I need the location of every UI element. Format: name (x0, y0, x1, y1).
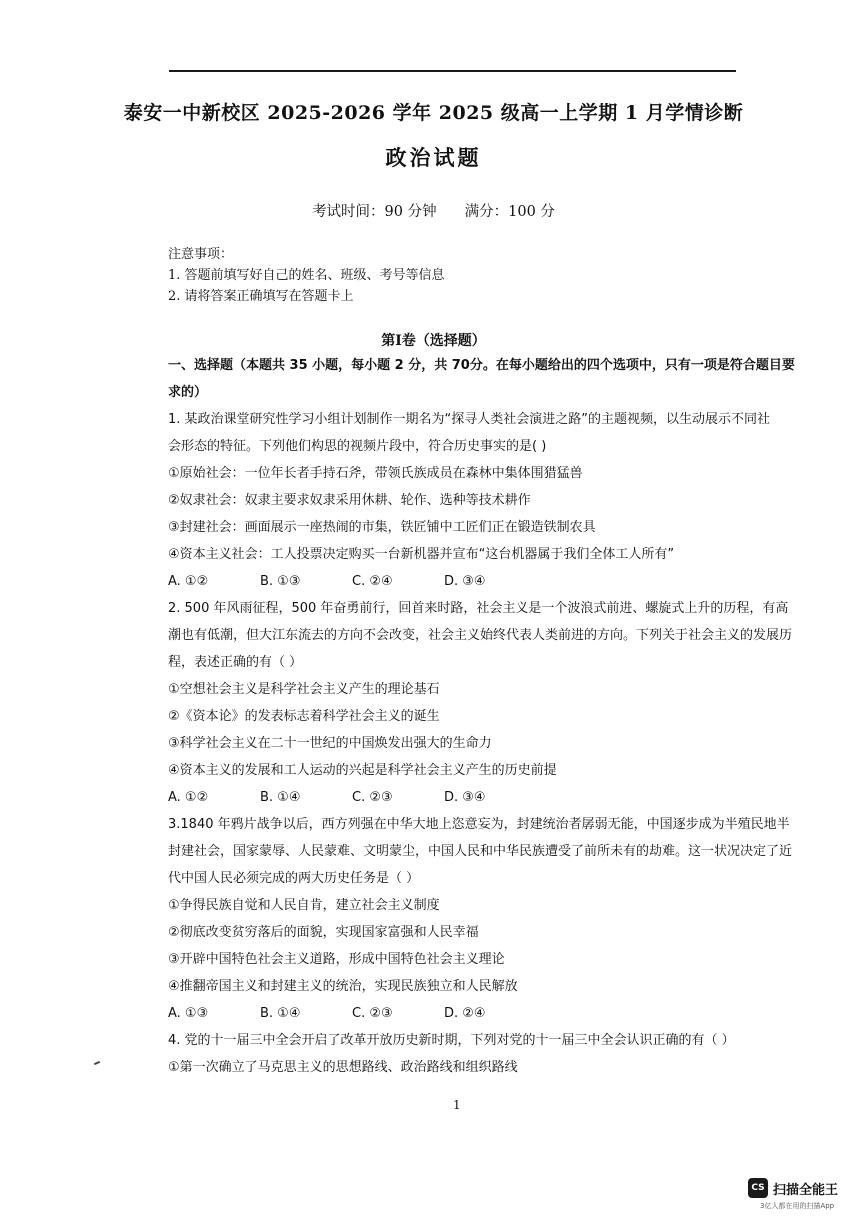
option: A. ①② (168, 574, 209, 589)
question-options (168, 1000, 748, 1027)
question-item: ①第一次确立了马克思主义的思想路线、政治路线和组织路线 (168, 1060, 518, 1075)
option: B. ①③ (260, 574, 301, 589)
question-item: ④资本主义社会：工人投票决定购买一台新机器并宣布“这台机器属于我们全体工人所有” (168, 547, 675, 562)
question-item: ②彻底改变贫穷落后的面貌，实现国家富强和人民幸福 (168, 925, 479, 940)
questions (168, 352, 795, 1081)
question-item: ③封建社会：画面展示一座热闹的市集，铁匠铺中工匠们正在锻造铁制农具 (168, 520, 596, 535)
question-item: ④资本主义的发展和工人运动的兴起是科学社会主义产生的历史前提 (168, 763, 557, 778)
question-item: ③科学社会主义在二十一世纪的中国焕发出强大的生命力 (168, 736, 492, 751)
top-rule (169, 70, 736, 72)
option: D. ③④ (444, 790, 486, 805)
question-item: ②《资本论》的发表标志着科学社会主义的诞生 (168, 709, 440, 724)
page-number: 1 (453, 1098, 461, 1112)
full-score: 满分：100 分 (464, 204, 555, 220)
question-options (168, 784, 748, 811)
option: D. ②④ (444, 1006, 486, 1021)
option: A. ①② (168, 790, 209, 805)
option: B. ①④ (260, 790, 301, 805)
option: A. ①③ (168, 1006, 209, 1021)
exam-time: 考试时间：90 分钟 (312, 204, 437, 220)
question-item: ③开辟中国特色社会主义道路，形成中国特色社会主义理论 (168, 952, 505, 967)
question-item: ①争得民族自觉和人民自肯，建立社会主义制度 (168, 898, 440, 913)
question-stem: 代中国人民必须完成的两大历史任务是（ ） (168, 871, 420, 886)
scanner-tagline: 3亿人都在用的扫描App (760, 1202, 835, 1210)
question-item: ②奴隶社会：奴隶主要求奴隶采用休耕、轮作、选种等技术耕作 (168, 493, 531, 508)
question-item: ①原始社会：一位年长者手持石斧，带领氏族成员在森林中集体围猎猛兽 (168, 466, 583, 481)
question-stem: 2. 500 年风雨征程，500 年奋勇前行，回首来时路，社会主义是一个波浪式前进、螺旋式上升的历程，有高 (168, 601, 789, 616)
note-item: 1. 答题前填写好自己的姓名、班级、考号等信息 (168, 268, 445, 283)
question-stem: 4. 党的十一届三中全会开启了改革开放历史新时期，下列对党的十一届三中全会认识正确的有（ ） (168, 1033, 735, 1048)
question-options (168, 568, 748, 595)
question-stem: 会形态的特征。下列他们构思的视频片段中，符合历史事实的是( ) (168, 439, 547, 454)
section-title: 第Ⅰ卷（选择题） (381, 333, 486, 349)
option: C. ②③ (352, 790, 393, 805)
option: C. ②④ (352, 574, 393, 589)
scanner-watermark (748, 1178, 838, 1198)
section-instruction: 求的） (168, 385, 208, 400)
question-stem: 潮也有低潮，但大江东流去的方向不会改变，社会主义始终代表人类前进的方向。下列关于社会主义的发展历 (168, 628, 793, 643)
section-instruction: 一、选择题（本题共 35 小题，每小题 2 分，共 70分。在每小题给出的四个选项中，只有一项是符合题目要 (168, 358, 795, 373)
scanner-name: 扫描全能王 (773, 1182, 839, 1198)
exam-subtitle: 政治试题 (385, 145, 482, 170)
scanner-logo-icon: CS (748, 1178, 768, 1198)
notes (168, 244, 748, 307)
option: D. ③④ (444, 574, 486, 589)
question-stem: 封建社会，国家蒙辱、人民蒙难、文明蒙尘，中国人民和中华民族遭受了前所未有的劫难。这一状况决定了近 (168, 844, 793, 859)
option: B. ①④ (260, 1006, 301, 1021)
question-stem: 程，表述正确的有（ ） (168, 655, 303, 670)
question-item: ①空想社会主义是科学社会主义产生的理论基石 (168, 682, 440, 697)
scan-mark (94, 1061, 100, 1065)
note-item: 2. 请将答案正确填写在答题卡上 (168, 289, 354, 304)
notes-heading: 注意事项： (168, 247, 234, 262)
exam-title: 泰安一中新校区 2025-2026 学年 2025 级高一上学期 1 月学情诊断 (123, 102, 744, 124)
question-stem: 1. 某政治课堂研究性学习小组计划制作一期名为“探寻人类社会演进之路”的主题视频，以生动展示不同社 (168, 412, 771, 427)
question-stem: 3.1840 年鸦片战争以后，西方列强在中华大地上恣意妄为，封建统治者孱弱无能，中国逐步成为半殖民地半 (168, 817, 790, 832)
question-item: ④推翻帝国主义和封建主义的统治，实现民族独立和人民解放 (168, 979, 518, 994)
option: C. ②③ (352, 1006, 393, 1021)
exam-meta (0, 200, 867, 221)
